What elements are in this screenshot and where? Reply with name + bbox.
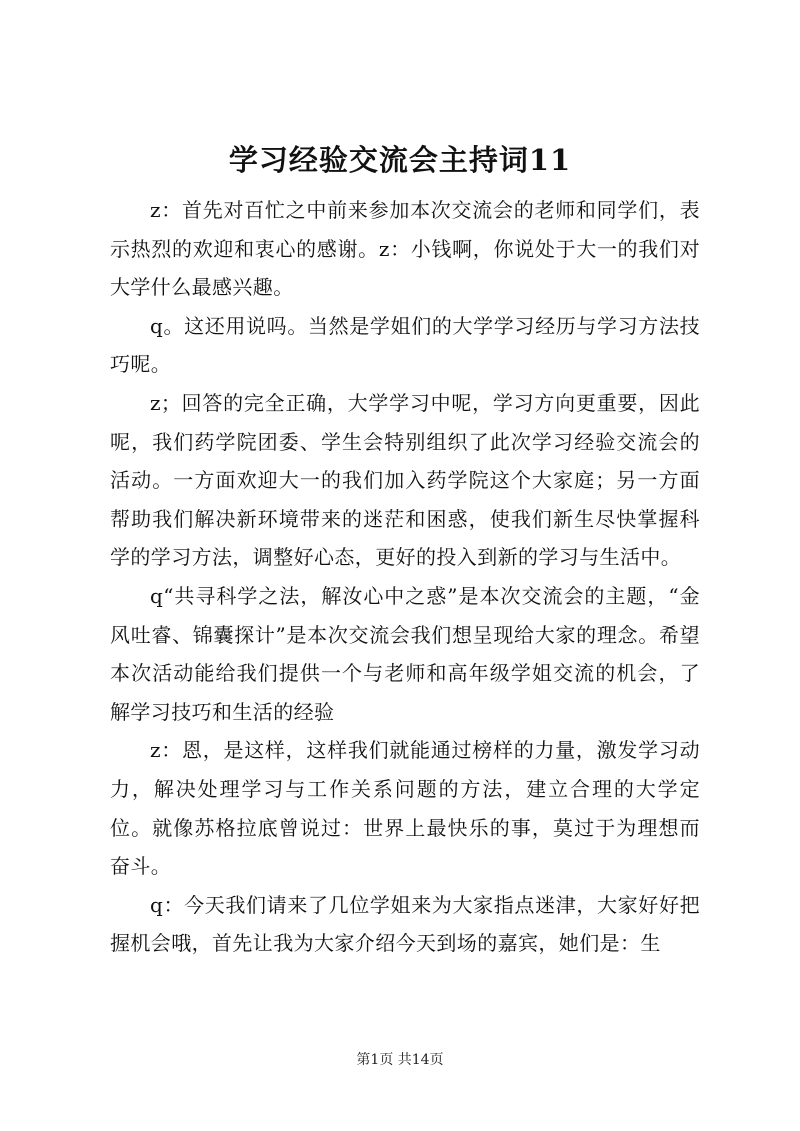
paragraph: z；回答的完全正确，大学学习中呢，学习方向更重要，因此呢，我们药学院团委、学生会特别组织了此次学习经验交流会的活动。一方面欢迎大一的我们加入药学院这个大家庭；另一方面帮助我们解决新环境带来的迷茫和困惑，使我们新生尽快掌握科学的学习方法，调整好心态，更好的投入到新的学习与生活中。 [110,390,700,570]
paragraph: z：恩，是这样，这样我们就能通过榜样的力量，激发学习动力，解决处理学习与工作关系问题的方法，建立合理的大学定位。就像苏格拉底曾说过：世界上最快乐的事，莫过于为理想而奋斗。 [110,738,700,879]
paragraph: q。这还用说吗。当然是学姐们的大学学习经历与学习方法技巧呢。 [110,313,700,377]
paragraph: q：今天我们请来了几位学姐来为大家指点迷津，大家好好把握机会哦，首先让我为大家介绍今天到场的嘉宾，她们是：生 [110,892,700,956]
page-footer: 第1页 共14页 [356,1052,444,1068]
paragraph: z：首先对百忙之中前来参加本次交流会的老师和同学们，表示热烈的欢迎和衷心的感谢。z：小钱啊，你说处于大一的我们对大学什么最感兴趣。 [110,198,700,300]
paragraph: q“共寻科学之法，解汝心中之惑”是本次交流会的主题，“金风吐睿、锦囊探计”是本次交流会我们想呈现给大家的理念。希望本次活动能给我们提供一个与老师和高年级学姐交流的机会，了解学习技巧和生活的经验 [110,583,700,724]
document-body [110,191,700,963]
document-title: 学习经验交流会主持词11 [228,143,572,177]
